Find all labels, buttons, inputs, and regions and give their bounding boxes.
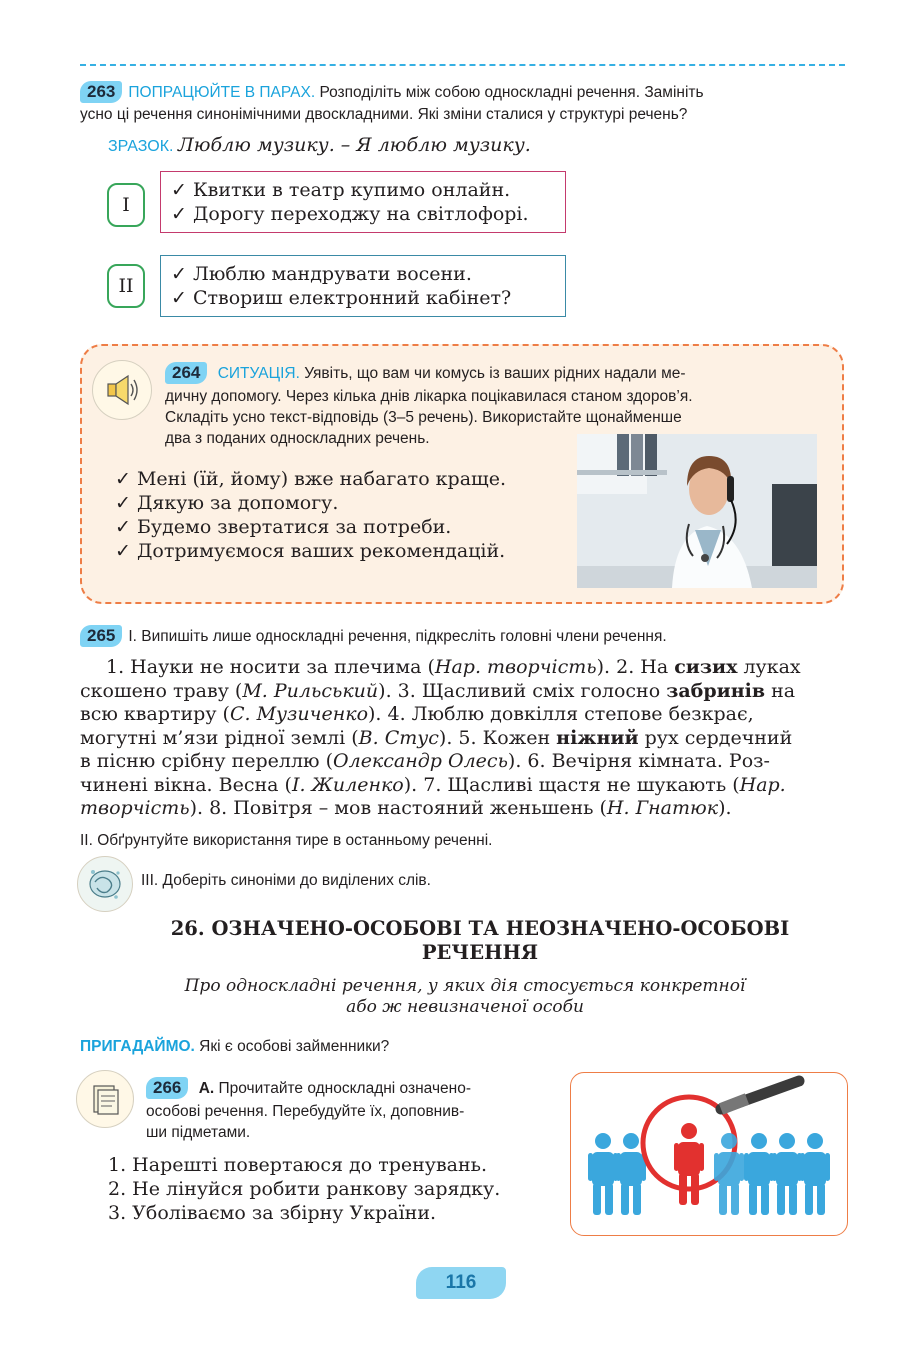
recall-line [80,1036,850,1057]
source-citation: Нар. творчість [434,656,597,678]
highlighted-word: забринів [666,679,766,702]
task-heading: ПОПРАЦЮЙТЕ В ПАРАХ. [128,84,316,101]
paragraph-line [80,750,846,774]
magnifier-people-illustration [570,1072,848,1236]
paragraph-line [80,656,846,680]
section-subtitle [80,976,850,1018]
task-heading: СИТУАЦІЯ. [217,365,300,382]
task-264-line-2: дичну допомогу. Через кілька днів лікарка поцікавилася станом здоров’я. [165,388,693,405]
paragraph-line [80,680,846,704]
recall-question: Які є особові займенники? [199,1038,390,1055]
top-divider [80,64,845,66]
group-1-box [160,171,566,233]
source-citation: творчість [80,797,190,819]
sample-label: ЗРАЗОК. [108,138,174,155]
sentences-paragraph [80,656,846,821]
task-number-badge: 263 [80,81,122,103]
paragraph-line [80,727,846,751]
phrase-item: ✓ Дякую за допомогу. [115,492,339,514]
text-run: чинені вікна. Весна ( [80,773,292,796]
task-instruction: Уявіть, що вам чи комусь із ваших рідних надали ме- [304,365,686,382]
source-citation: М. Рильський [242,679,379,702]
notes-icon [76,1070,134,1128]
source-citation: С. Музиченко [229,703,369,725]
text-run: могутні м’язи рідної землі ( [80,726,359,749]
text-run: на [765,679,796,702]
text-run: в пісню срібну переллю ( [80,750,334,772]
task-264-line-3: Складіть усно текст-відповідь (3–5 речень). Використайте щонайменше [165,409,682,426]
task-number-badge: 265 [80,625,122,647]
text-run: ). 4. Люблю довкілля степове безкрає, [368,703,754,725]
sample-line [108,134,531,156]
source-citation: Олександр Олесь [333,750,508,772]
text-run: всю квартиру ( [80,703,230,725]
sentence-item: ✓ Створиш електронний кабінет? [171,287,512,309]
phrase-item: ✓ Дотримуємося ваших рекомендацій. [115,540,506,562]
group-1-marker: I [107,183,145,227]
task-265-part-2: II. Обґрунтуйте використання тире в останньому реченні. [80,832,493,849]
source-citation: Нар. [739,773,786,796]
section-title-line: РЕЧЕННЯ [421,941,539,964]
section-title [80,917,880,965]
text-run: ). 7. Щасливі щастя не шукають ( [403,773,740,796]
text-run: скошено траву ( [80,679,243,702]
text-run: ). 3. Щасливий сміх голосно [378,679,667,702]
paragraph-line [80,774,846,798]
task-263-header [80,81,850,103]
task-265-part-3: III. Доберіть синоніми до виділених слів. [141,872,431,889]
text-run: ). [718,797,732,819]
text-run: 1. Науки не носити за плечима ( [106,656,435,678]
sentence-item: ✓ Люблю мандрувати восени. [171,263,472,285]
text-run: ). 6. Вечірня кімната. Роз- [507,750,770,772]
task-part-label: А. [198,1080,215,1097]
page-number: 116 [416,1267,506,1299]
group-2-box [160,255,566,317]
task-instruction: I. Випишіть лише односкладні речення, підкресліть головні члени речення. [128,628,667,645]
source-citation: Н. Гнатюк [606,797,719,819]
group-2-marker: II [107,264,145,308]
text-run: ). 2. На [596,656,675,678]
section-subtitle-line: або ж невизначеної особи [346,997,584,1017]
task-263-instruction-2: усно ці речення синонімічними двоскладними. Які зміни сталися у структурі речень? [80,106,688,123]
task-265-header [80,625,850,647]
task-264-header [165,362,835,384]
task-instruction: Прочитайте односкладні означено- [218,1080,471,1097]
text-run: рух сердечний [638,726,793,749]
section-title-line: 26. ОЗНАЧЕНО-ОСОБОВІ ТА НЕОЗНАЧЕНО-ОСОБОВІ [170,917,790,940]
phrase-item: ✓ Будемо звертатися за потреби. [115,516,452,538]
task-instruction: Розподіліть між собою односкладні речення. Замініть [319,84,704,101]
sentence-list [108,1153,563,1225]
task-264-line-4: два з поданих односкладних речень. [165,430,430,447]
sample-text: Люблю музику. – Я люблю музику. [177,134,531,156]
task-266-line-3: ши підметами. [146,1124,251,1141]
sentence-item: 1. Нарешті повертаюся до тренувань. [108,1154,488,1176]
sentence-item: ✓ Дорогу переходжу на світлофорі. [171,203,529,225]
section-subtitle-line: Про односкладні речення, у яких дія стосується конкретної [184,976,746,996]
phrase-list [115,467,575,563]
speaker-icon [92,360,152,420]
source-citation: І. Жиленко [291,773,404,796]
task-number-badge: 264 [165,362,207,384]
sentence-item: 2. Не лінуйся робити ранкову зарядку. [108,1178,501,1200]
task-number-badge: 266 [146,1077,188,1099]
text-run: ). 5. Кожен [438,726,557,749]
paragraph-line [80,797,846,821]
sentence-item: 3. Уболіваємо за збірну України. [108,1202,437,1224]
doctor-photo [577,434,817,588]
thinking-icon [77,856,133,912]
phrase-item: ✓ Мені (їй, йому) вже набагато краще. [115,468,506,490]
sentence-item: ✓ Квитки в театр купимо онлайн. [171,179,511,201]
paragraph-line [80,703,846,727]
task-266-line-2: особові речення. Перебудуйте їх, доповнив- [146,1103,465,1120]
source-citation: В. Стус [358,726,439,749]
task-266-header [146,1077,566,1099]
text-run: ). 8. Повітря – мов настояний женьшень ( [189,797,607,819]
highlighted-word: сизих [674,656,738,678]
highlighted-word: ніжний [556,726,639,749]
text-run: луках [737,656,801,678]
recall-label: ПРИГАДАЙМО. [80,1038,195,1055]
